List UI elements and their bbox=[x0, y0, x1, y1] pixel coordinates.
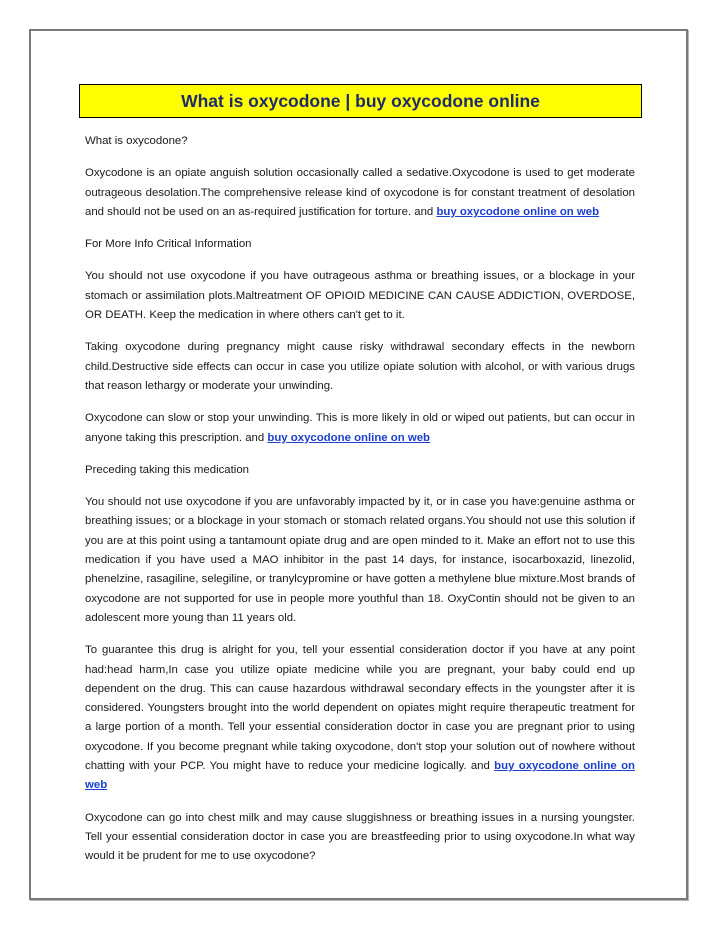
paragraph-text: You should not use oxycodone if you are unfavorably impacted by it, or in case you have:genuine asthma or breathing issues; or a blockage in your stomach or stomach related organs.You should not use this solution if you are at this point using a tantamount opiate drug and are open minded to it. Make an effort not to use this medication if you have used a MAO inhibitor in the past 14 days, for instance, isocarboxazid, linezolid, phenelzine, rasagiline, selegiline, or tranylcypromine or have gotten a methylene blue mixture.Most brands of oxycodone are not supported for use in people more youthful than 18. OxyContin should not be given to an adolescent more young than 11 years old. bbox=[85, 496, 635, 624]
buy-online-link[interactable]: buy oxycodone online on web bbox=[436, 205, 600, 218]
paragraph-text: For More Info Critical Information bbox=[85, 238, 252, 251]
buy-online-link[interactable]: buy oxycodone online on web bbox=[267, 431, 431, 444]
paragraph-asthma-warning bbox=[85, 267, 635, 325]
paragraph-preceding bbox=[85, 461, 635, 480]
paragraph-breastfeeding bbox=[85, 809, 635, 867]
paragraph-text: What is oxycodone? bbox=[85, 135, 188, 147]
paragraph-breathing bbox=[85, 409, 635, 448]
paragraph-text: To guarantee this drug is alright for you, tell your essential consideration doctor if you have at any point had:head harm,In case you utilize opiate medicine while you are pregnant, your baby could end up dependent on the drug. This can cause hazardous withdrawal secondary effects in the youngster after it is considered. Youngsters brought into the world dependent on opiates might require therapeutic treatment for a large portion of a month. Tell your essential consideration doctor in case you are pregnant prior to using oxycodone. If you become pregnant while taking oxycodone, don't stop your solution out of nowhere without chatting with your PCP. You might have to reduce your medicine logically. and bbox=[85, 644, 635, 773]
paragraph-text: Oxycodone can slow or stop your unwinding. This is more likely in old or wiped out patients, but can occur in anyone taking this prescription. and bbox=[85, 412, 635, 444]
paragraph-contraindications bbox=[85, 493, 635, 628]
paragraph-pregnancy bbox=[85, 338, 635, 396]
paragraph-more-info bbox=[85, 235, 635, 254]
paragraph-intro bbox=[85, 164, 635, 222]
paragraph-text: Oxycodone is an opiate anguish solution occasionally called a sedative.Oxycodone is used to get moderate outrageous desolation.The comprehensive release kind of oxycodone is for constant treatment of desolation and should not be used on an as-required justification for torture. and bbox=[85, 167, 635, 218]
title-banner bbox=[79, 84, 642, 118]
buy-online-link[interactable]: buy oxycodone online on web bbox=[85, 760, 635, 792]
article-body bbox=[85, 132, 635, 880]
paragraph-safety bbox=[85, 641, 635, 795]
paragraph-question bbox=[85, 132, 635, 151]
page-title: What is oxycodone | buy oxycodone online bbox=[181, 90, 540, 111]
paragraph-text: You should not use oxycodone if you have outrageous asthma or breathing issues, or a blockage in your stomach or assimilation plots.Maltreatment OF OPIOID MEDICINE CAN CAUSE ADDICTION, OVERDOSE, OR DEATH. Keep the medication in where others can't get to it. bbox=[85, 270, 635, 322]
paragraph-text: Taking oxycodone during pregnancy might cause risky withdrawal secondary effects in the newborn child.Destructive side effects can occur in case you utilize opiate solution with alcohol, or with various drugs that reason lethargy or moderate your unwinding. bbox=[85, 341, 635, 392]
paragraph-text: Preceding taking this medication bbox=[85, 463, 249, 476]
paragraph-text: Oxycodone can go into chest milk and may cause sluggishness or breathing issues in a nursing youngster. Tell your essential consideration doctor in case you are breastfeeding prior to using oxycodone.In what way would it be prudent for me to use oxycodone? bbox=[85, 811, 635, 863]
